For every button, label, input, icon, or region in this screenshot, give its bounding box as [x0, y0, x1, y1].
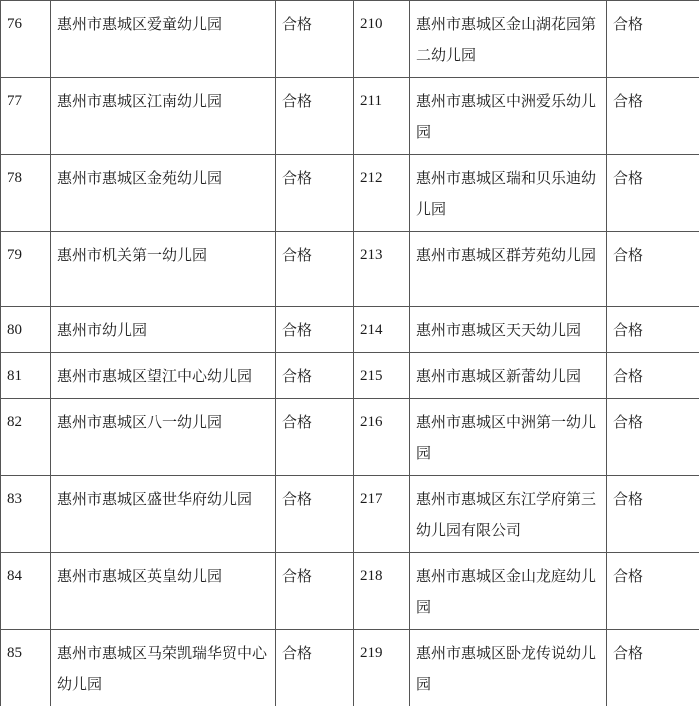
right-serial-number: 219: [354, 630, 410, 706]
table-row: [1, 78, 699, 155]
right-result: 合格: [607, 399, 699, 476]
right-serial-number: 217: [354, 476, 410, 553]
right-result: 合格: [607, 155, 699, 232]
right-kindergarten-name: 惠州市惠城区东江学府第三幼儿园有限公司: [410, 476, 607, 553]
table-row: [1, 553, 699, 630]
left-serial-number: 82: [1, 399, 51, 476]
right-result: 合格: [607, 78, 699, 155]
left-result: 合格: [276, 155, 354, 232]
left-serial-number: 81: [1, 353, 51, 399]
left-kindergarten-name: 惠州市惠城区江南幼儿园: [51, 78, 276, 155]
left-kindergarten-name: 惠州市惠城区金苑幼儿园: [51, 155, 276, 232]
table-row: [1, 630, 699, 706]
left-serial-number: 76: [1, 1, 51, 78]
left-result: 合格: [276, 1, 354, 78]
table-row: [1, 399, 699, 476]
right-serial-number: 214: [354, 307, 410, 353]
left-result: 合格: [276, 232, 354, 307]
left-serial-number: 77: [1, 78, 51, 155]
right-result: 合格: [607, 630, 699, 706]
right-kindergarten-name: 惠州市惠城区金山湖花园第二幼儿园: [410, 1, 607, 78]
left-result: 合格: [276, 307, 354, 353]
table-row: [1, 307, 699, 353]
left-result: 合格: [276, 353, 354, 399]
right-result: 合格: [607, 553, 699, 630]
left-result: 合格: [276, 476, 354, 553]
left-kindergarten-name: 惠州市惠城区八一幼儿园: [51, 399, 276, 476]
right-serial-number: 213: [354, 232, 410, 307]
right-kindergarten-name: 惠州市惠城区金山龙庭幼儿园: [410, 553, 607, 630]
left-kindergarten-name: 惠州市机关第一幼儿园: [51, 232, 276, 307]
right-kindergarten-name: 惠州市惠城区新蕾幼儿园: [410, 353, 607, 399]
left-kindergarten-name: 惠州市惠城区望江中心幼儿园: [51, 353, 276, 399]
right-result: 合格: [607, 307, 699, 353]
right-kindergarten-name: 惠州市惠城区中洲第一幼儿园: [410, 399, 607, 476]
table-row: [1, 232, 699, 307]
right-kindergarten-name: 惠州市惠城区瑞和贝乐迪幼儿园: [410, 155, 607, 232]
left-serial-number: 80: [1, 307, 51, 353]
left-serial-number: 85: [1, 630, 51, 706]
right-serial-number: 216: [354, 399, 410, 476]
right-serial-number: 212: [354, 155, 410, 232]
right-kindergarten-name: 惠州市惠城区天天幼儿园: [410, 307, 607, 353]
right-serial-number: 215: [354, 353, 410, 399]
right-result: 合格: [607, 232, 699, 307]
right-serial-number: 210: [354, 1, 410, 78]
right-serial-number: 211: [354, 78, 410, 155]
left-serial-number: 83: [1, 476, 51, 553]
right-kindergarten-name: 惠州市惠城区卧龙传说幼儿园: [410, 630, 607, 706]
right-result: 合格: [607, 1, 699, 78]
right-kindergarten-name: 惠州市惠城区群芳苑幼儿园: [410, 232, 607, 307]
left-serial-number: 79: [1, 232, 51, 307]
left-result: 合格: [276, 78, 354, 155]
left-result: 合格: [276, 553, 354, 630]
table-row: [1, 1, 699, 78]
right-kindergarten-name: 惠州市惠城区中洲爱乐幼儿园: [410, 78, 607, 155]
left-kindergarten-name: 惠州市惠城区马荣凯瑞华贸中心幼儿园: [51, 630, 276, 706]
left-result: 合格: [276, 630, 354, 706]
table-row: [1, 476, 699, 553]
left-kindergarten-name: 惠州市惠城区英皇幼儿园: [51, 553, 276, 630]
right-result: 合格: [607, 353, 699, 399]
left-serial-number: 84: [1, 553, 51, 630]
left-kindergarten-name: 惠州市惠城区盛世华府幼儿园: [51, 476, 276, 553]
left-kindergarten-name: 惠州市幼儿园: [51, 307, 276, 353]
left-result: 合格: [276, 399, 354, 476]
left-serial-number: 78: [1, 155, 51, 232]
right-result: 合格: [607, 476, 699, 553]
right-serial-number: 218: [354, 553, 410, 630]
table-row: [1, 155, 699, 232]
table-row: [1, 353, 699, 399]
left-kindergarten-name: 惠州市惠城区爱童幼儿园: [51, 1, 276, 78]
